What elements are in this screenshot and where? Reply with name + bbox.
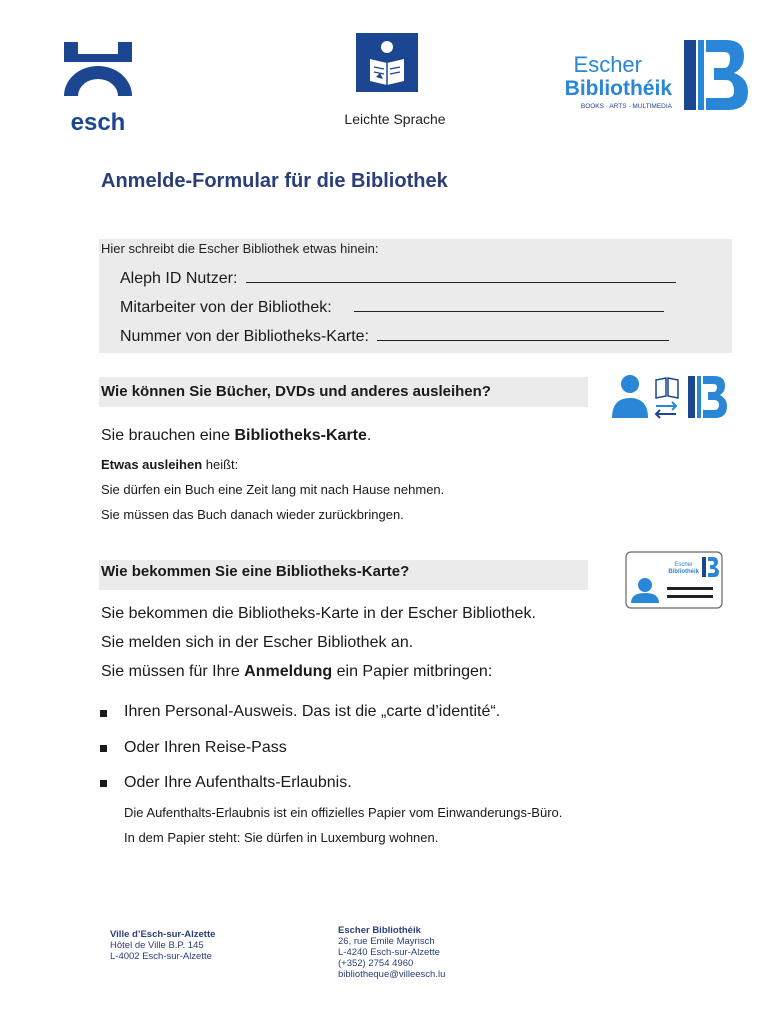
esch-logo-text: esch (70, 109, 126, 132)
borrow-line-2-text: heißt: (202, 457, 239, 472)
card-line-3-bold: Anmeldung (244, 663, 333, 680)
bullet-marker (100, 780, 107, 787)
staff-member-field[interactable] (120, 295, 664, 317)
bullet-item: Oder Ihren Reise-Pass (124, 739, 287, 756)
footer-library-name-text: Escher Bibliothéik (338, 925, 421, 936)
card-heading: Wie bekommen Sie eine Bibliotheks-Karte? (101, 563, 410, 580)
lending-icon (610, 372, 728, 420)
easy-language-icon (356, 33, 418, 92)
staff-member-label: Mitarbeiter von der Bibliothek: (120, 299, 332, 316)
page-title: Anmelde-Formular für die Bibliothek (101, 170, 448, 192)
big-b-mark (684, 40, 748, 110)
footer-city-line1: Hôtel de Ville B.P. 145 (110, 940, 204, 951)
footer-city-address (110, 929, 215, 962)
aleph-id-label: Aleph ID Nutzer: (120, 270, 238, 287)
bullet-marker (100, 745, 107, 752)
staff-member-blank[interactable] (354, 295, 664, 312)
footer-city-line2: L-4002 Esch-sur-Alzette (110, 951, 212, 962)
card-icon-text-2: Bibliothéik (668, 569, 699, 575)
card-line-2: Sie melden sich in der Escher Bibliothek an. (101, 634, 414, 651)
footer-city-name-text: Ville d’Esch-sur-Alzette (110, 929, 216, 940)
card-number-field[interactable] (120, 324, 669, 346)
residence-note-1: Die Aufenthalts-Erlaubnis ist ein offizielles Papier vom Einwanderungs-Büro. (124, 805, 563, 820)
borrow-line-1 (101, 427, 371, 445)
footer-library-line1: 26, rue Emile Mayrisch (338, 936, 435, 947)
esch-logo (62, 40, 134, 132)
escher-logo-tagline: BOOKS · ARTS · MULTIMEDIA (580, 103, 672, 110)
card-line-3-text: Sie müssen für Ihre (101, 663, 245, 680)
card-line-3 (101, 663, 492, 681)
borrow-line-2-bold: Etwas ausleihen (101, 457, 203, 472)
borrow-line-3: Sie dürfen ein Buch eine Zeit lang mit nach Hause nehmen. (101, 482, 445, 497)
residence-note-2: In dem Papier steht: Sie dürfen in Luxemburg wohnen. (124, 830, 439, 845)
borrow-line-1-bold: Bibliotheks-Karte (234, 427, 367, 444)
library-card-icon (625, 551, 723, 609)
escher-logo-line2: Bibliothéik (564, 77, 672, 100)
bullet-marker (100, 710, 107, 717)
footer-library-address (338, 925, 445, 980)
card-number-label: Nummer von der Bibliotheks-Karte: (120, 328, 369, 345)
bullet-item: Ihren Personal-Ausweis. Das ist die „carte d’identité“. (124, 703, 501, 720)
card-icon-text-1: Escher (674, 562, 693, 568)
footer-library-email[interactable]: bibliotheque@villeesch.lu (338, 969, 446, 980)
borrow-line-1-end: . (366, 427, 372, 444)
footer-city-name (110, 929, 215, 940)
escher-logo-line1: Escher (573, 52, 642, 77)
borrow-line-1-text: Sie brauchen eine (101, 427, 235, 444)
borrow-line-4: Sie müssen das Buch danach wieder zurückbringen. (101, 507, 404, 522)
borrow-line-2 (101, 457, 238, 472)
footer-library-phone: (+352) 2754 4960 (338, 958, 414, 969)
borrow-heading: Wie können Sie Bücher, DVDs und anderes ausleihen? (101, 383, 491, 400)
card-number-blank[interactable] (377, 324, 669, 341)
card-line-1: Sie bekommen die Bibliotheks-Karte in der Escher Bibliothek. (101, 605, 536, 622)
escher-bibliotheik-logo (538, 38, 750, 112)
footer-library-line2: L-4240 Esch-sur-Alzette (338, 947, 440, 958)
aleph-id-field[interactable] (120, 266, 676, 288)
bullet-item: Oder Ihre Aufenthalts-Erlaubnis. (124, 774, 352, 791)
easy-language-label: Leichte Sprache (344, 111, 446, 127)
card-line-3-end: ein Papier mitbringen: (332, 663, 493, 680)
aleph-id-blank[interactable] (246, 266, 676, 283)
staff-intro-text: Hier schreibt die Escher Bibliothek etwas hinein: (101, 241, 379, 256)
footer-library-name (338, 925, 445, 936)
